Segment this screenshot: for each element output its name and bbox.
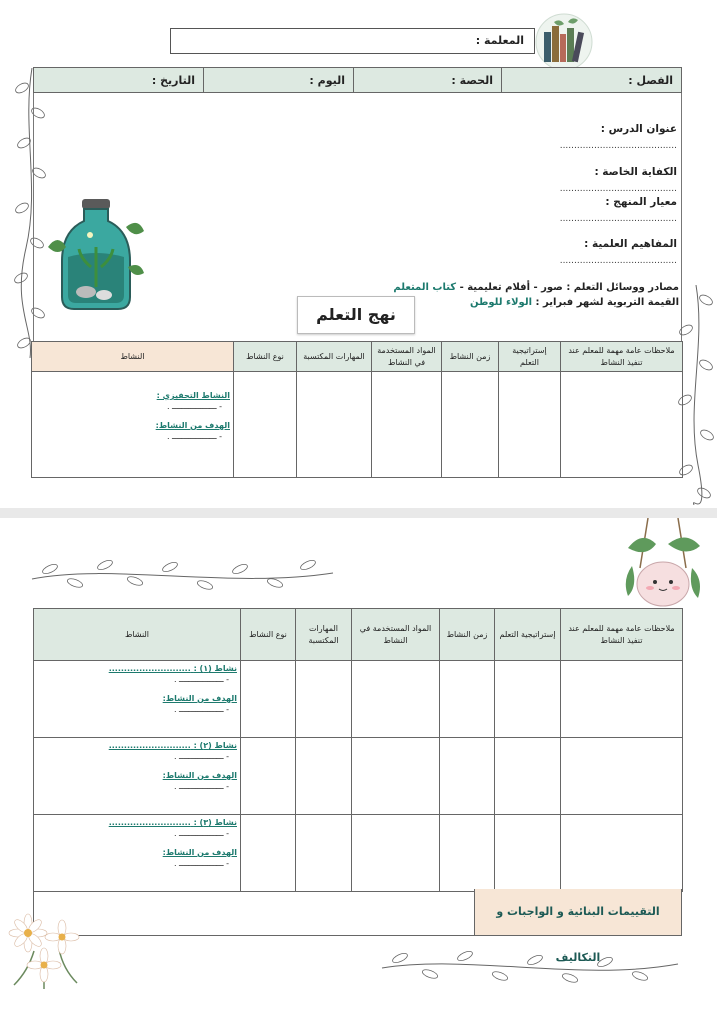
class-field[interactable]: الفصل : — [501, 68, 681, 92]
vine-decoration-right — [676, 285, 714, 505]
strategy-cell[interactable] — [495, 661, 561, 738]
header-strategy: إستراتيجية التعلم — [499, 342, 561, 372]
activity-type-cell[interactable] — [241, 815, 296, 892]
standard-field[interactable] — [558, 196, 677, 224]
period-field[interactable]: الحصة : — [353, 68, 501, 92]
skills-cell[interactable] — [296, 661, 352, 738]
blank-line: - ـــــــــــــــــــ . — [173, 829, 229, 838]
header-time: زمن النشاط — [440, 609, 495, 661]
competency-blank: ......................................... — [559, 184, 677, 194]
evaluation-row[interactable] — [33, 889, 682, 964]
table-row — [32, 372, 683, 478]
table-row — [34, 815, 683, 892]
date-field[interactable]: التاريخ : — [151, 74, 195, 87]
lesson-title-field[interactable] — [558, 123, 677, 151]
concepts-field[interactable] — [558, 238, 677, 266]
activity-cell[interactable] — [34, 815, 241, 892]
evaluation-label: التقييمات البنائية و الواجبات و التكاليف — [474, 889, 681, 935]
lesson-plan-page-2 — [0, 518, 717, 1024]
blank-line: - ـــــــــــــــــــ . — [173, 675, 229, 684]
teacher-name-field[interactable] — [170, 28, 535, 54]
concepts-label: المفاهيم العلمية : — [584, 238, 677, 250]
terrarium-jar-illustration — [46, 197, 146, 312]
header-activity-type: نوع النشاط — [234, 342, 297, 372]
time-cell[interactable] — [440, 738, 495, 815]
blank-line: - ـــــــــــــــــــ . — [173, 705, 229, 714]
activity-type-cell[interactable] — [241, 661, 296, 738]
header-activity: النشاط — [34, 609, 241, 661]
header-time: زمن النشاط — [442, 342, 499, 372]
daisy-flowers-illustration — [4, 901, 84, 991]
header-skills: المهارات المكتسبة — [297, 342, 372, 372]
time-cell[interactable] — [440, 661, 495, 738]
resources-highlight: كتاب المتعلم — [393, 282, 457, 293]
skills-cell[interactable] — [297, 372, 372, 478]
activity-cell[interactable] — [34, 661, 241, 738]
activity-goal-label: الهدف من النشاط: — [162, 771, 237, 780]
skills-cell[interactable] — [296, 738, 352, 815]
header-materials: المواد المستخدمة في النشاط — [352, 609, 440, 661]
concepts-blank: ......................................... — [559, 256, 677, 266]
table-row — [34, 738, 683, 815]
strategy-cell[interactable] — [495, 815, 561, 892]
teacher-label: المعلمة : — [475, 34, 524, 47]
activity-3-title: نشاط (٣) : ........................... — [108, 818, 237, 827]
notes-cell[interactable] — [561, 815, 683, 892]
day-field[interactable]: اليوم : — [203, 68, 353, 92]
activity-1-title: نشاط (١) : ........................... — [108, 664, 237, 673]
resources-plain: صور - أفلام تعليمية - — [459, 282, 563, 293]
resources-line — [393, 282, 679, 293]
hanging-plant-illustration — [618, 518, 708, 614]
branch-decoration-bottom — [380, 946, 680, 986]
activity-type-cell[interactable] — [241, 738, 296, 815]
class-info-bar — [33, 67, 682, 93]
branch-decoration-top — [30, 553, 335, 591]
activity-cell[interactable] — [34, 738, 241, 815]
competency-field[interactable] — [558, 166, 677, 194]
materials-cell[interactable] — [352, 661, 440, 738]
activity-table-page-2 — [33, 608, 683, 892]
header-strategy: إستراتيجية التعلم — [495, 609, 561, 661]
blank-line: - ـــــــــــــــــــ . — [166, 402, 222, 411]
header-notes: ملاحظات عامة مهمة للمعلم عند تنفيذ النشاط — [561, 609, 683, 661]
value-line — [470, 297, 679, 308]
activity-goal-label: الهدف من النشاط: — [155, 421, 230, 430]
header-activity: النشاط — [32, 342, 234, 372]
activity-cell[interactable] — [32, 372, 234, 478]
activity-2-title: نشاط (٢) : ........................... — [108, 741, 237, 750]
notes-cell[interactable] — [561, 738, 683, 815]
strategy-cell[interactable] — [495, 738, 561, 815]
blank-line: - ـــــــــــــــــــ . — [173, 782, 229, 791]
standard-label: معيار المنهج : — [605, 196, 677, 208]
value-label: القيمة التربوية لشهر فبراير : — [535, 297, 679, 308]
notes-cell[interactable] — [561, 661, 683, 738]
activity-table-page-1 — [31, 341, 683, 478]
lesson-plan-page-1 — [0, 0, 717, 508]
activity-goal-label: الهدف من النشاط: — [162, 694, 237, 703]
blank-line: - ـــــــــــــــــــ . — [173, 752, 229, 761]
time-cell[interactable] — [440, 815, 495, 892]
header-skills: المهارات المكتسبة — [296, 609, 352, 661]
warmup-activity-title: النشاط التحفيزي : — [156, 391, 230, 400]
activity-goal-label: الهدف من النشاط: — [162, 848, 237, 857]
activity-type-cell[interactable] — [234, 372, 297, 478]
standard-blank: ......................................... — [559, 214, 677, 224]
resources-label: مصادر ووسائل التعلم : — [566, 282, 679, 293]
competency-label: الكفاية الخاصة : — [594, 166, 677, 178]
time-cell[interactable] — [442, 372, 499, 478]
strategy-cell[interactable] — [499, 372, 561, 478]
blank-line: - ـــــــــــــــــــ . — [166, 432, 222, 441]
header-materials: المواد المستخدمة في النشاط — [372, 342, 442, 372]
table-row — [34, 661, 683, 738]
value-highlight: الولاء للوطن — [469, 297, 533, 308]
curriculum-title: نهج التعلم — [297, 296, 415, 334]
blank-line: - ـــــــــــــــــــ . — [173, 859, 229, 868]
header-activity-type: نوع النشاط — [241, 609, 296, 661]
books-illustration — [534, 12, 594, 72]
header-notes: ملاحظات عامة مهمة للمعلم عند تنفيذ النشاط — [561, 342, 683, 372]
materials-cell[interactable] — [352, 815, 440, 892]
notes-cell[interactable] — [561, 372, 683, 478]
lesson-title-blank: ......................................... — [559, 141, 677, 151]
materials-cell[interactable] — [352, 738, 440, 815]
materials-cell[interactable] — [372, 372, 442, 478]
lesson-title-label: عنوان الدرس : — [600, 123, 677, 135]
skills-cell[interactable] — [296, 815, 352, 892]
